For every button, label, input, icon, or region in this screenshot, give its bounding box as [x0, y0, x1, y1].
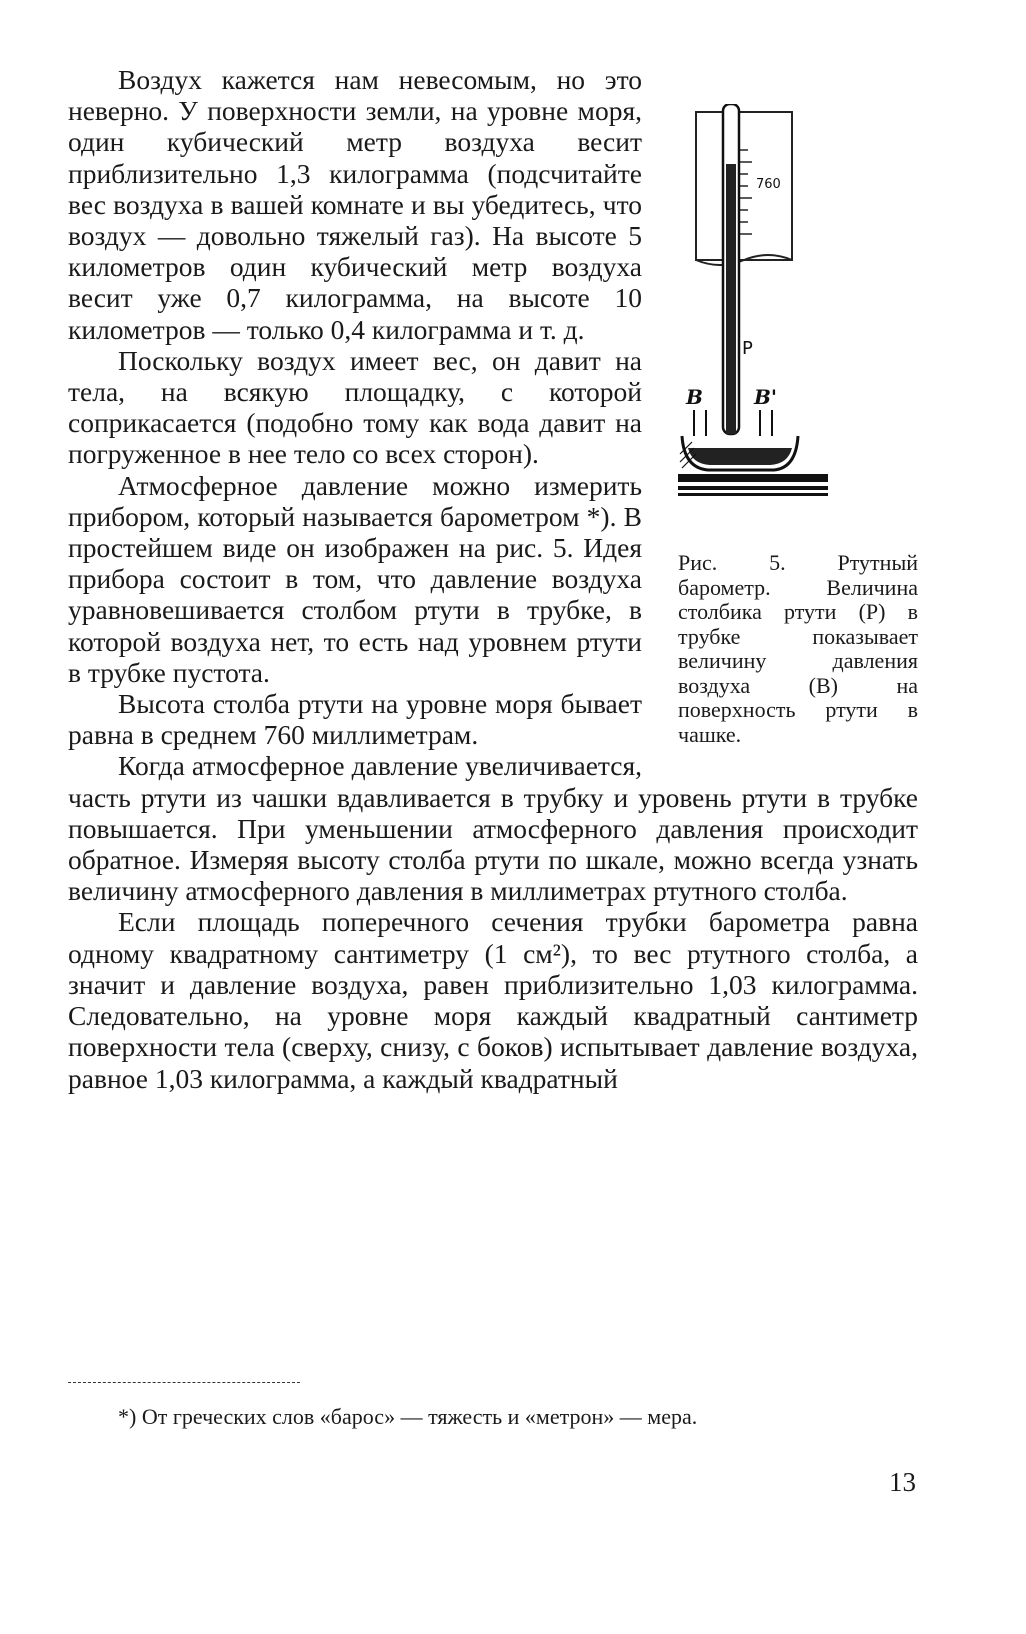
barometer-illustration [678, 104, 828, 499]
paragraph-1: Воздух кажется нам невесомым, но это неверно. У поверхности земли, на уровне моря, один кубический метр воздуха весит приблизительно 1,3 килограмма (подсчитайте вес воздуха в вашей комнате и вы убедитесь, что воздух — довольно тяжелый газ). На высоте 5 километров один кубический метр воздуха весит уже 0,7 килограмма, на высоте 10 километров — только 0,4 килограмма и т. д. [68, 64, 642, 345]
page-number: 13 [889, 1467, 916, 1497]
label-p: P [742, 338, 753, 359]
paragraph-4: Высота столба ртути на уровне моря бывает равна в среднем 760 миллиметрам. [68, 688, 642, 751]
label-b-left: B [686, 385, 703, 409]
figure-caption: Рис. 5. Ртутный барометр. Величина столбика ртути (P) в трубке показывает величину давления воздуха (B) на поверхность ртути в чашке. [678, 550, 918, 747]
paragraph-3: Атмосферное давление можно измерить прибором, который называется барометром *). В простейшем виде он изображен на рис. 5. Идея прибора состоит в том, что давление воздуха уравновешивается столбом ртути в трубке, в которой воздуха нет, то есть над уровнем ртути в трубке пустота. [68, 469, 642, 688]
scale-label-760: 760 [756, 177, 781, 192]
paragraph-2: Поскольку воздух имеет вес, он давит на тела, на всякую площадку, с которой соприкасается (подобно тому как вода давит на погруженное в нее тело со всех сторон). [68, 344, 642, 470]
footnote-divider [68, 1382, 300, 1383]
figure-barometer [678, 64, 918, 747]
paragraph-5: Когда атмосферное давление увеличивается, часть ртути из чашки вдавливается в трубку и уровень ртути в трубке повышается. При уменьшении атмосферного давления происходит обратное. Измеряя высоту столба ртути по шкале, можно всегда узнать величину атмосферного давления в миллиметрах ртутного столба. [68, 750, 918, 907]
paragraph-6: Если площадь поперечного сечения трубки барометра равна одному квадратному сантиметру (1 см²), то вес ртутного столба, а значит и давление воздуха, равен приблизительно 1,03 килограмма. Следовательно, на уровне моря каждый квадратный сантиметр поверхности тела (сверху, снизу, с боков) испытывает давление воздуха, равное 1,03 килограмма, а каждый квадратный [68, 906, 918, 1094]
label-b-right: B' [754, 385, 778, 409]
footnote: *) От греческих слов «барос» — тяжесть и «метрон» — мера. [118, 1404, 698, 1429]
body-text [68, 64, 918, 1094]
